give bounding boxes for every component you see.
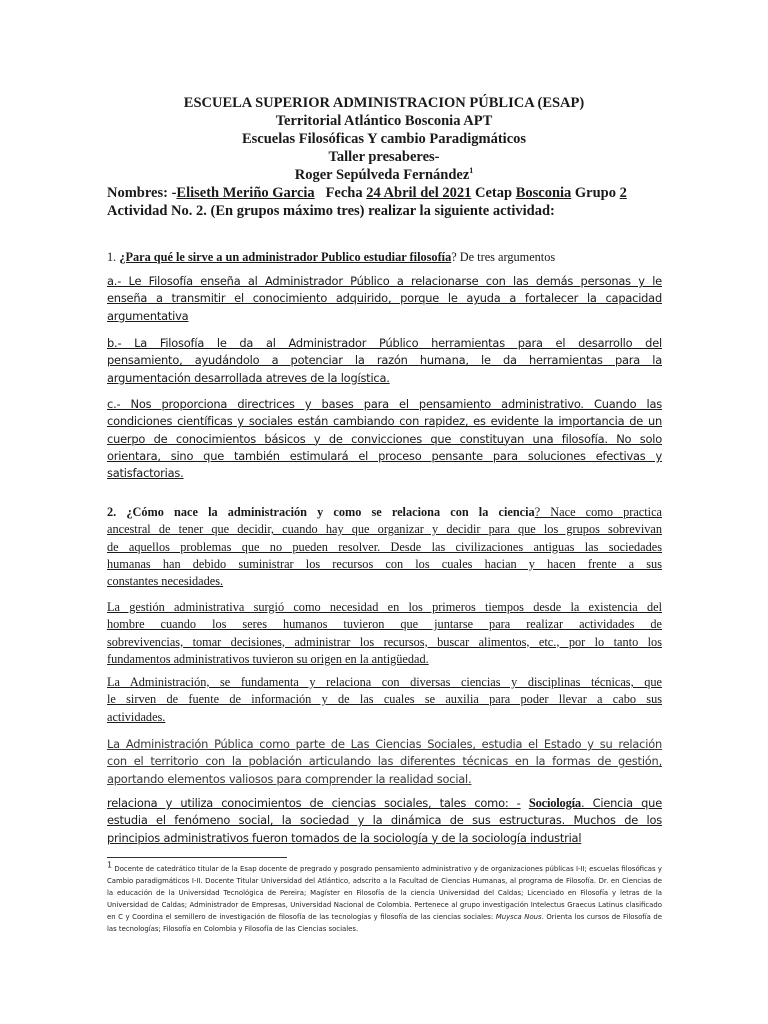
q2-p1-first: ? Nace como practica: [534, 505, 662, 519]
q2-paragraph-3: [107, 674, 662, 726]
text-line: aportando elementos valiosos para comprender la realidad social.: [107, 771, 472, 786]
text-line: satisfactorias.: [107, 466, 184, 481]
footnote-mark: 1: [107, 860, 113, 870]
q2-answer-intro: [107, 504, 662, 590]
taller-line: Taller presaberes-: [328, 149, 440, 165]
text-line: La Administración, se fundamenta y relaciona con diversas ciencias y disciplinas técnicas, que: [107, 675, 662, 689]
footnote-ref: 1: [469, 166, 474, 176]
q1-answer-a: [107, 273, 662, 325]
footnote-separator: [107, 857, 287, 858]
q1-question: ¿Para qué le sirve a un administrador Publico estudiar filosofía: [119, 250, 452, 264]
student-name: Eliseth Meriño Garcia: [176, 185, 315, 201]
footnote-text-end: . Orienta los cursos de Filosofía de las tecnologías; Filosofía en Colombia y Filosofía de las Ciencias sociales.: [107, 912, 663, 933]
text-line: hombre cuando los seres humanos tuvieron que juntarse para realizar actividades de: [107, 617, 662, 632]
text-line: sobrevivencias, tomar decisiones, administrar los recursos, buscar alimentos, etc., por lo tanto los: [107, 634, 662, 649]
cetap-label: Cetap: [475, 185, 513, 201]
footnote: [107, 860, 663, 935]
fecha-label: Fecha: [325, 185, 363, 201]
sociologia-term: Sociología: [528, 796, 581, 810]
text-line: cuerpo de conocimientos básicos y de convicciones que constituyan una filosofía. No solo: [107, 431, 662, 446]
q1-number: 1.: [107, 250, 117, 264]
grupo-label: Grupo: [574, 185, 616, 201]
text-line: orientara, sino que también estimulará el proceso pensante para soluciones efectivas y: [107, 448, 662, 463]
p5-lead: relaciona y utiliza conocimientos de ciencias sociales, tales como: -: [107, 796, 521, 810]
text-line: argumentación desarrollada atreves de la logística.: [107, 370, 390, 385]
q2-question: ¿Cómo nace la administración y como se relaciona con la ciencia: [126, 505, 535, 519]
nombres-label: Nombres: -: [107, 185, 177, 201]
p5-after: . Ciencia que: [580, 796, 663, 810]
grupo-value: 2: [619, 185, 627, 201]
author-name: Roger Sepúlveda Fernández: [294, 167, 470, 183]
territorial-line: Territorial Atlántico Bosconia APT: [275, 113, 493, 129]
q2-paragraph-5: [107, 795, 662, 847]
author-line: [0, 167, 768, 184]
text-line: de aquellos problemas que no pueden resolver. Desde las civilizaciones antiguas las sociedades: [107, 539, 662, 554]
institution-title: ESCUELA SUPERIOR ADMINISTRACION PÚBLICA (ESAP): [183, 95, 585, 111]
text-line: argumentativa: [107, 308, 189, 323]
footnote-italic: Muysca Nous: [495, 912, 542, 921]
activity-instruction: Actividad No. 2. (En grupos máximo tres) realizar la siguiente actividad:: [107, 203, 555, 219]
text-line: ancestral de tener que decidir, cuando hay que organizar y decidir para que los grupos sobrevivan: [107, 522, 662, 537]
text-line: pensamiento, ayudándolo a potenciar la razón humana, le da herramientas para la: [107, 353, 662, 368]
question-1: [107, 250, 555, 265]
text-line: principios administrativos fueron tomados de la sociología y de la sociología industrial: [107, 830, 582, 845]
text-line: le sirven de fuente de información y de las cuales se auxilia para poder llevar a cabo sus: [107, 692, 662, 707]
text-line: enseña a transmitir el conocimiento adquirido, porque le ayuda a fortalecer la capacidad: [107, 291, 662, 306]
fecha-value: 24 Abril del 2021: [366, 185, 472, 201]
q2-paragraph-2: [107, 599, 662, 668]
text-line: con el territorio con la población articulando las diferentes técnicas en la formas de gestión,: [107, 754, 662, 769]
p5-first-line: [107, 795, 662, 812]
q2-number: 2.: [107, 505, 117, 519]
text-line: La gestión administrativa surgió como necesidad en los primeros tiempos desde la existencia del: [107, 600, 662, 614]
q2-paragraph-4: [107, 736, 662, 788]
student-info-line: [107, 185, 627, 202]
text-line: actividades.: [107, 709, 166, 724]
q1-answer-c: [107, 396, 662, 482]
text-line: c.- Nos proporciona directrices y bases para el pensamiento administrativo. Cuando las: [107, 397, 662, 411]
q2-heading-line: [107, 504, 662, 521]
text-line: a.- Le Filosofía enseña al Administrador Público a relacionarse con las demás personas y le: [107, 274, 662, 288]
text-line: fundamentos administrativos tuvieron su origen en la antigüedad.: [107, 651, 429, 666]
text-line: constantes necesidades.: [107, 574, 224, 589]
text-line: humanas han debido suministrar los recursos con los cuales hacian y hacen frente a sus: [107, 556, 662, 571]
text-line: La Administración Pública como parte de Las Ciencias Sociales, estudia el Estado y su relación: [107, 737, 662, 751]
cetap-value: Bosconia: [515, 185, 572, 201]
q1-answer-b: [107, 335, 662, 387]
text-line: estudia el fenómeno social, la sociedad y la dinámica de sus estructuras. Muchos de los: [107, 813, 662, 828]
course-line: Escuelas Filosóficas Y cambio Paradigmáticos: [241, 131, 527, 147]
q1-rest: ? De tres argumentos: [451, 250, 556, 264]
text-line: condiciones científicas y sociales están cambiando con rapidez, es evidente la importancia de un: [107, 414, 662, 429]
footnote-text: Docente de catedrático titular de la Esap docente de pregrado y posgrado pensamiento administrativo y de organizaciones públicas I-II; escuelas filosóficas y Cambio paradigmáticos I-II. Docente Titular Universidad del Atlántico, adscrito a la Facultad de Ciencias Humanas, al programa de Filosofía. Dr. en Ciencias de la educación de la Universidad Tecnológica de Pereira; Magíster en Filosofía de la ciencia Universidad del Caldas; Licenciado en Filosofía y letras de la Universidad de Caldas; Administrador de Empresas, Universidad Nacional de Colombia. Pertenece al grupo investigación Intelectus Graecus Latinus clasificado en C y Coordina el semillero de investigación de filosofía de las tecnologías y filosofía de las ciencias sociales:: [107, 865, 662, 921]
text-line: b.- La Filosofía le da al Administrador Público herramientas para el desarrollo del: [107, 336, 662, 350]
